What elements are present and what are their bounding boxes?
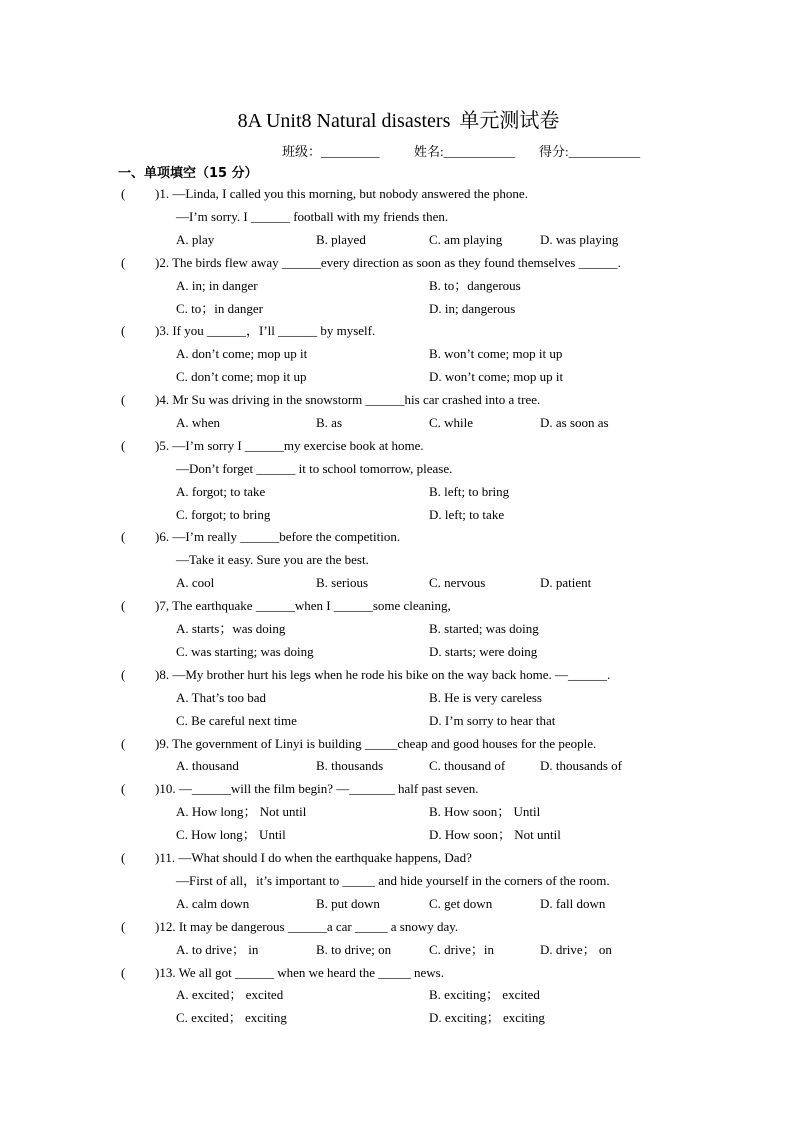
question-stem [0,736,793,752]
option-a[interactable]: A. thousand [176,758,239,773]
options-row [0,278,793,294]
question-text: )6. —I’m really ______before the competition. [155,529,401,544]
question-dialogue-line [0,873,793,889]
option-d[interactable]: D. starts; were doing [429,644,538,659]
options-row [0,987,793,1003]
answer-slot[interactable]: ( [121,919,126,934]
question-text: )4. Mr Su was driving in the snowstorm ______his car crashed into a tree. [155,392,541,407]
question-text: )5. —I’m sorry I ______my exercise book at home. [155,438,424,453]
score-blank[interactable]: ___________ [568,144,641,159]
class-field [282,141,380,160]
option-b[interactable]: B. started; was doing [429,621,539,636]
question-stem [0,392,793,408]
question-stem [0,255,793,271]
section-heading: 一、单项填空（15 分） [118,166,258,181]
question-dialogue-line [0,461,793,477]
options-row [0,942,793,958]
page-title [0,104,793,133]
answer-slot[interactable]: ( [121,736,126,751]
option-a[interactable]: A. don’t come; mop up it [176,346,308,361]
answer-slot[interactable]: ( [121,255,126,270]
class-blank[interactable]: _________ [321,144,380,159]
question-text: )3. If you ______，I’ll ______ by myself. [155,323,376,338]
options-row [0,690,793,706]
option-b[interactable]: B. put down [316,896,380,911]
question-stem [0,781,793,797]
answer-slot[interactable]: ( [121,323,126,338]
question-text: —First of all，it’s important to _____ and hide yourself in the corners of the room. [176,873,610,888]
answer-slot[interactable]: ( [121,667,126,682]
option-a[interactable]: A. calm down [176,896,250,911]
option-a[interactable]: A. excited； excited [176,987,284,1002]
option-d[interactable]: D. patient [540,575,592,590]
options-row [0,301,793,317]
question-stem [0,529,793,545]
answer-slot[interactable]: ( [121,781,126,796]
options-row [0,346,793,362]
option-a[interactable]: A. when [176,415,221,430]
options-row [0,575,793,591]
option-d[interactable]: D. How soon； Not until [429,827,561,842]
option-a[interactable]: A. How long； Not until [176,804,307,819]
question-stem [0,965,793,981]
question-stem [0,919,793,935]
answer-slot[interactable]: ( [121,392,126,407]
option-c[interactable]: C. to；in danger [176,301,264,316]
option-d[interactable]: D. drive； on [540,942,612,957]
option-c[interactable]: C. was starting; was doing [176,644,314,659]
option-c[interactable]: C. while [429,415,474,430]
option-d[interactable]: D. I’m sorry to hear that [429,713,556,728]
option-b[interactable]: B. played [316,232,366,247]
option-b[interactable]: B. He is very careless [429,690,542,705]
options-row [0,804,793,820]
answer-slot[interactable]: ( [121,965,126,980]
score-field [539,141,640,160]
question-dialogue-line [0,209,793,225]
option-d[interactable]: D. fall down [540,896,606,911]
answer-slot[interactable]: ( [121,186,126,201]
options-row [0,758,793,774]
option-a[interactable]: A. in; in danger [176,278,258,293]
class-label: 班级： [282,144,322,159]
option-b[interactable]: B. exciting； excited [429,987,540,1002]
question-stem [0,598,793,614]
option-a[interactable]: A. That’s too bad [176,690,267,705]
option-b[interactable]: B. left; to bring [429,484,510,499]
option-a[interactable]: A. forgot; to take [176,484,266,499]
question-text: )10. —______will the film begin? —_______ half past seven. [155,781,479,796]
option-c[interactable]: C. forgot; to bring [176,507,271,522]
option-c[interactable]: C. don’t come; mop it up [176,369,307,384]
option-b[interactable]: B. to；dangerous [429,278,521,293]
question-stem [0,667,793,683]
answer-slot[interactable]: ( [121,850,126,865]
option-b[interactable]: B. How soon； Until [429,804,541,819]
option-b[interactable]: B. won’t come; mop it up [429,346,563,361]
option-a[interactable]: A. to drive； in [176,942,259,957]
options-row [0,232,793,248]
options-row [0,713,793,729]
question-text: )1. —Linda, I called you this morning, but nobody answered the phone. [155,186,528,201]
option-c[interactable]: C. am playing [429,232,503,247]
question-stem [0,323,793,339]
option-c[interactable]: C. Be careful next time [176,713,297,728]
options-row [0,896,793,912]
options-row [0,827,793,843]
question-text: —Take it easy. Sure you are the best. [176,552,369,567]
question-dialogue-line [0,552,793,568]
question-text: )13. We all got ______ when we heard the _____ news. [155,965,444,980]
question-stem [0,186,793,202]
option-c[interactable]: C. drive；in [429,942,494,957]
question-stem [0,850,793,866]
option-b[interactable]: B. to drive; on [316,942,392,957]
option-d[interactable]: D. left; to take [429,507,505,522]
option-b[interactable]: B. serious [316,575,368,590]
option-c[interactable]: C. thousand of [429,758,506,773]
option-b[interactable]: B. as [316,415,342,430]
answer-slot[interactable]: ( [121,598,126,613]
options-row [0,415,793,431]
option-a[interactable]: A. play [176,232,215,247]
options-row [0,507,793,523]
question-text: )11. —What should I do when the earthquake happens, Dad? [155,850,472,865]
question-text: )8. —My brother hurt his legs when he rode his bike on the way back home. —______. [155,667,611,682]
option-d[interactable]: D. in; dangerous [429,301,516,316]
option-c[interactable]: C. get down [429,896,493,911]
option-a[interactable]: A. cool [176,575,215,590]
question-text: )12. It may be dangerous ______a car _____ a snowy day. [155,919,459,934]
name-label: 姓名: [414,144,444,159]
question-text: )7, The earthquake ______when I ______some cleaning, [155,598,451,613]
options-row [0,369,793,385]
option-d[interactable]: D. was playing [540,232,619,247]
question-text: )9. The government of Linyi is building _____cheap and good houses for the people. [155,736,597,751]
score-label: 得分: [539,144,569,159]
option-d[interactable]: D. won’t come; mop up it [429,369,564,384]
option-c[interactable]: C. How long； Until [176,827,286,842]
name-field [414,141,515,160]
answer-slot[interactable]: ( [121,529,126,544]
options-row [0,644,793,660]
option-d[interactable]: D. exciting； exciting [429,1010,545,1025]
options-row [0,484,793,500]
option-c[interactable]: C. nervous [429,575,486,590]
question-text: —I’m sorry. I ______ football with my friends then. [176,209,449,224]
title-english: 8A Unit8 Natural disasters [237,110,451,132]
options-row [0,621,793,637]
options-row [0,1010,793,1026]
option-d[interactable]: D. thousands of [540,758,622,773]
option-c[interactable]: C. excited； exciting [176,1010,287,1025]
question-text: )2. The birds flew away ______every direction as soon as they found themselves ______. [155,255,621,270]
question-stem [0,438,793,454]
question-text: —Don’t forget ______ it to school tomorrow, please. [176,461,453,476]
title-chinese: 单元测试卷 [459,110,560,132]
name-blank[interactable]: ___________ [443,144,516,159]
option-b[interactable]: B. thousands [316,758,384,773]
answer-slot[interactable]: ( [121,438,126,453]
option-a[interactable]: A. starts；was doing [176,621,286,636]
option-d[interactable]: D. as soon as [540,415,609,430]
